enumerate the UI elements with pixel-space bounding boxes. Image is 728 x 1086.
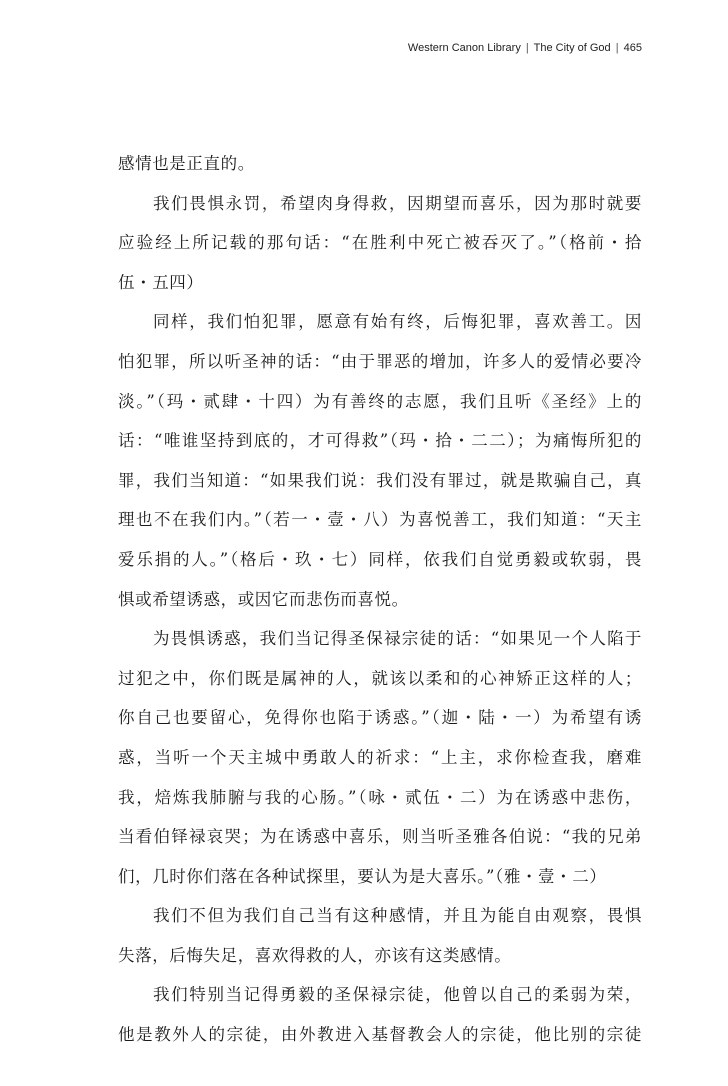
header-separator: | xyxy=(525,42,529,54)
text-line: 爱乐捐的人。”（格后・玖・七）同样，依我们自觉勇毅或软弱，畏 xyxy=(118,549,642,569)
series-name: Western Canon Library xyxy=(407,42,521,54)
text-line: 他是教外人的宗徒，由外教进入基督教会人的宗徒，他比别的宗徒 xyxy=(118,1025,642,1045)
text-line: 惧或希望诱惑，或因它而悲伤而喜悦。 xyxy=(118,589,409,609)
text-line: 你自己也要留心，免得你也陷于诱惑。”（迦・陆・一）为希望有诱 xyxy=(118,708,642,728)
text-line: 我，焙炼我肺腑与我的心肠。”（咏・贰伍・二）为在诱惑中悲伤， xyxy=(118,787,642,807)
text-line: 淡。”（玛・贰肆・十四）为有善终的志愿，我们且听《圣经》上的 xyxy=(118,391,642,411)
text-line: 话：“唯谁坚持到底的，才可得救”（玛・拾・二二）；为痛悔所犯的 xyxy=(118,431,642,451)
text-line: 我们特别当记得勇毅的圣保禄宗徒，他曾以自己的柔弱为荣， xyxy=(153,985,642,1005)
text-line: 我们不但为我们自己当有这种感情，并且为能自由观察，畏惧 xyxy=(153,906,642,926)
text-line: 当看伯铎禄哀哭；为在诱惑中喜乐，则当听圣雅各伯说：“我的兄弟 xyxy=(118,827,642,847)
running-header xyxy=(408,42,642,54)
text-line: 理也不在我们内。”（若一・壹・八）为喜悦善工，我们知道：“天主 xyxy=(118,510,642,530)
text-line: 们，几时你们落在各种试探里，要认为是大喜乐。”（雅・壹・二） xyxy=(118,866,607,886)
text-line: 感情也是正直的。 xyxy=(118,154,255,173)
text-line: 我们畏惧永罚，希望肉身得救，因期望而喜乐，因为那时就要 xyxy=(153,193,642,213)
text-line: 应验经上所记载的那句话：“在胜利中死亡被吞灭了。”（格前・拾 xyxy=(118,233,642,253)
text-line: 失落，后悔失足，喜欢得救的人，亦该有这类感情。 xyxy=(118,945,512,965)
text-line: 过犯之中，你们既是属神的人，就该以柔和的心神矫正这样的人； xyxy=(118,668,642,688)
book-title: The City of God xyxy=(533,42,611,54)
text-line: 惑，当听一个天主城中勇敢人的祈求：“上主，求你检查我，磨难 xyxy=(118,747,642,767)
text-line: 同样，我们怕犯罪，愿意有始有终，后悔犯罪，喜欢善工。因 xyxy=(153,312,642,332)
text-line: 为畏惧诱惑，我们当记得圣保禄宗徒的话：“如果见一个人陷于 xyxy=(153,629,642,649)
body-text xyxy=(118,144,642,1055)
text-line: 怕犯罪，所以听圣神的话：“由于罪恶的增加，许多人的爱情必要冷 xyxy=(118,351,642,371)
page-number: 465 xyxy=(623,42,642,54)
text-line: 罪，我们当知道：“如果我们说：我们没有罪过，就是欺骗自己，真 xyxy=(118,470,642,490)
text-line: 伍・五四） xyxy=(118,272,204,292)
header-separator: | xyxy=(615,42,619,54)
